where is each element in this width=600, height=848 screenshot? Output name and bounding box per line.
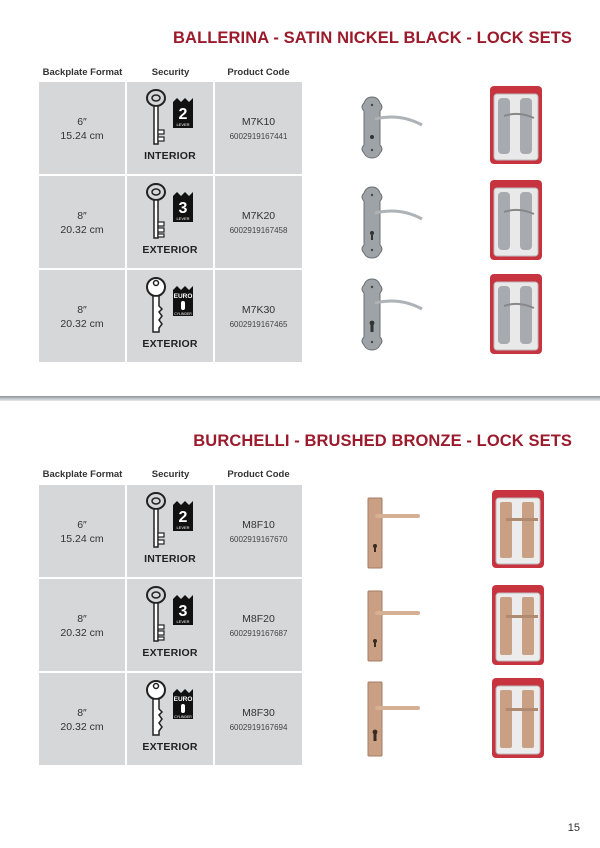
lever-key-icon: [144, 182, 168, 242]
product-code: M7K30: [241, 304, 276, 316]
size-cm: 20.32 cm: [60, 627, 104, 639]
section-divider: [0, 396, 600, 401]
code-cell: [215, 673, 302, 765]
barcode-number: 6002919167687: [229, 629, 288, 638]
product-code: M7K10: [241, 116, 276, 128]
badge-number: 3: [178, 603, 188, 620]
table-row: [39, 82, 302, 174]
retail-pack-image: [490, 86, 542, 164]
ballerina-handle-image: [360, 185, 430, 260]
security-cell: [127, 82, 213, 174]
header-backplate-format: Backplate Format: [42, 67, 123, 78]
cylinder-key-icon: [144, 679, 168, 739]
format-cell: [39, 176, 125, 268]
retail-pack-image: [490, 274, 542, 354]
barcode-number: 6002919167465: [229, 320, 288, 329]
product-table-burchelli: [39, 485, 302, 767]
code-cell: [215, 270, 302, 362]
product-code: M7K20: [241, 210, 276, 222]
lever-badge-icon: [171, 98, 195, 132]
format-cell: [39, 485, 125, 577]
size-inches: 8″: [77, 613, 87, 625]
size-cm: 20.32 cm: [60, 224, 104, 236]
size-inches: 6″: [77, 519, 87, 531]
badge-number: 2: [178, 106, 188, 123]
security-cell: [127, 673, 213, 765]
format-cell: [39, 82, 125, 174]
lever-key-icon: [144, 88, 168, 148]
svg-text:LEVER: LEVER: [176, 525, 190, 530]
euro-cylinder-badge-icon: [171, 689, 195, 723]
section-title-burchelli: BURCHELLI - BRUSHED BRONZE - LOCK SETS: [193, 432, 572, 450]
badge-number: 2: [178, 509, 188, 526]
product-table-ballerina: [39, 82, 302, 364]
size-cm: 20.32 cm: [60, 721, 104, 733]
burchelli-handle-image: [362, 589, 422, 664]
size-inches: 8″: [77, 304, 87, 316]
svg-text:CYLINDER: CYLINDER: [174, 312, 192, 316]
table-row: [39, 270, 302, 362]
size-cm: 20.32 cm: [60, 318, 104, 330]
page-number: 15: [567, 822, 580, 834]
code-cell: [215, 82, 302, 174]
security-label: EXTERIOR: [142, 244, 198, 256]
security-label: EXTERIOR: [142, 741, 198, 753]
ballerina-handle-image: [360, 277, 430, 352]
security-cell: [127, 176, 213, 268]
size-inches: 8″: [77, 210, 87, 222]
security-cell: [127, 579, 213, 671]
security-label: EXTERIOR: [142, 647, 198, 659]
header-backplate-format: Backplate Format: [42, 469, 123, 480]
ballerina-handle-image: [360, 95, 430, 160]
section-title-ballerina: BALLERINA - SATIN NICKEL BLACK - LOCK SETS: [173, 29, 572, 47]
euro-cylinder-badge-icon: [171, 286, 195, 320]
lever-key-icon: [144, 585, 168, 645]
svg-text:CYLINDER: CYLINDER: [174, 715, 192, 719]
security-label: INTERIOR: [144, 150, 196, 162]
burchelli-handle-image: [362, 680, 422, 760]
table-row: [39, 673, 302, 765]
svg-text:LEVER: LEVER: [176, 619, 190, 624]
format-cell: [39, 270, 125, 362]
table-row: [39, 176, 302, 268]
product-code: M8F10: [242, 519, 275, 531]
header-security: Security: [151, 67, 190, 78]
lever-badge-icon: [171, 192, 195, 226]
size-cm: 15.24 cm: [60, 130, 104, 142]
barcode-number: 6002919167441: [229, 132, 288, 141]
header-security: Security: [151, 469, 190, 480]
badge-text: EURO: [173, 293, 193, 300]
retail-pack-image: [492, 585, 544, 665]
lever-badge-icon: [171, 595, 195, 629]
security-cell: [127, 485, 213, 577]
retail-pack-image: [490, 180, 542, 260]
table-row: [39, 579, 302, 671]
size-inches: 6″: [77, 116, 87, 128]
lever-badge-icon: [171, 501, 195, 535]
barcode-number: 6002919167670: [229, 535, 288, 544]
lever-key-icon: [144, 491, 168, 551]
cylinder-key-icon: [144, 276, 168, 336]
retail-pack-image: [492, 678, 544, 758]
header-product-code: Product Code: [227, 469, 290, 480]
svg-text:LEVER: LEVER: [176, 122, 190, 127]
security-cell: [127, 270, 213, 362]
product-code: M8F20: [242, 613, 275, 625]
code-cell: [215, 485, 302, 577]
barcode-number: 6002919167694: [229, 723, 288, 732]
table-row: [39, 485, 302, 577]
retail-pack-image: [492, 490, 544, 568]
format-cell: [39, 579, 125, 671]
burchelli-handle-image: [362, 496, 422, 571]
code-cell: [215, 579, 302, 671]
format-cell: [39, 673, 125, 765]
header-product-code: Product Code: [227, 67, 290, 78]
badge-number: 3: [178, 200, 188, 217]
size-inches: 8″: [77, 707, 87, 719]
size-cm: 15.24 cm: [60, 533, 104, 545]
badge-text: EURO: [173, 696, 193, 703]
security-label: EXTERIOR: [142, 338, 198, 350]
product-code: M8F30: [242, 707, 275, 719]
code-cell: [215, 176, 302, 268]
security-label: INTERIOR: [144, 553, 196, 565]
svg-text:LEVER: LEVER: [176, 216, 190, 221]
barcode-number: 6002919167458: [229, 226, 288, 235]
